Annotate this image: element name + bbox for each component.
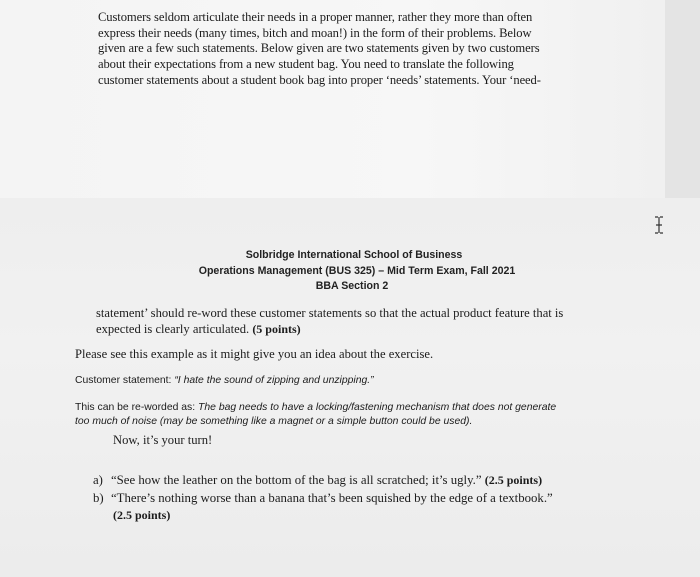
section-label: BBA Section 2 [315,280,389,292]
customer-statement-label: Customer statement: [75,375,172,386]
customer-statement [75,374,374,388]
intro-line: customer statements about a student book bag into proper ‘needs’ statements. Your ‘need- [98,72,541,87]
text-cursor-icon [653,216,665,234]
school-name: Solbridge International School of Business [245,249,463,261]
your-turn: Now, it’s your turn! [113,433,213,447]
continuation-line: statement’ should re-word these customer statements so that the actual product feature that is [96,306,564,320]
question-a [93,472,542,488]
question-b [93,490,593,506]
question-label: a) [93,473,103,487]
intro-line: given are a few such statements. Below given are two statements given by two customers [98,41,540,56]
reworded-text: too much of noise (may be something like a magnet or a simple button could be used). [75,415,473,427]
continuation-paragraph [96,306,588,337]
reworded-example [75,401,595,428]
question-points: (2.5 points) [484,473,543,487]
points-badge: (5 points) [252,321,301,336]
reworded-line [75,401,595,415]
exam-header [0,248,700,295]
page-edge-shadow [665,0,700,198]
intro-line: express their needs (many times, bitch and moan!) in the form of their problems. Below [98,25,532,40]
continuation-text: expected is clearly articulated. [96,321,250,336]
intro-line: Customers seldom articulate their needs in a proper manner, rather they more than often [98,10,533,24]
example-intro: Please see this example as it might give you an idea about the exercise. [75,347,434,361]
question-points: (2.5 points) [113,508,171,522]
intro-line: about their expectations from a new student bag. You need to translate the following [98,57,514,72]
question-label: b) [93,491,104,505]
reworded-label: This can be re-worded as: [75,402,196,413]
course-title: Operations Management (BUS 325) – Mid Term Exam, Fall 2021 [198,264,516,277]
customer-statement-text: “I hate the sound of zipping and unzipping.” [174,375,374,386]
continuation-line [96,322,588,338]
question-text: “See how the leather on the bottom of the bag is all scratched; it’s ugly.” [111,473,482,487]
reworded-line [75,415,595,429]
reworded-text: The bag needs to have a locking/fastening mechanism that does not generate [198,402,557,413]
intro-paragraph [98,10,584,89]
question-text: “There’s nothing worse than a banana that’s been squished by the edge of a textbook.” [111,491,553,505]
